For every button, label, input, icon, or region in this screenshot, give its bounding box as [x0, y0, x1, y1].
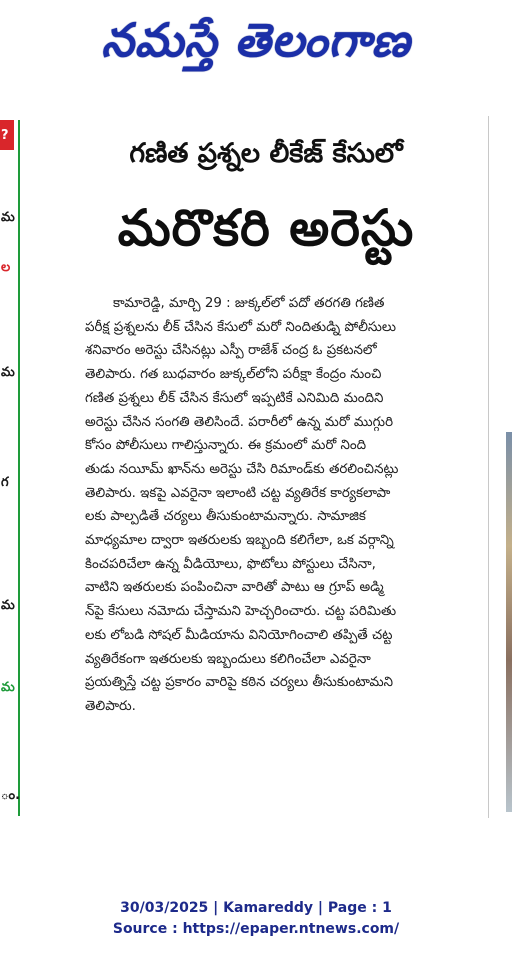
article-body-line: గణిత ప్రశ్నలు లీక్ చేసిన కేసులో ఇప్పటికే ఎనిమిది మందిని — [85, 390, 384, 406]
left-glyph: మ — [1, 598, 15, 613]
footer-source: Source : https://epaper.ntnews.com/ — [112, 921, 400, 937]
adjacent-photo — [506, 432, 512, 812]
clipping-footer — [0, 898, 512, 940]
article-body-line: తెలిపారు. ఇకపై ఎవరైనా ఇలాంటి చట్ట వ్యతిరేక కార్యకలాపా — [85, 485, 391, 501]
right-adjacent-column — [488, 116, 512, 818]
newspaper-title: నమస్తే తెలంగాణ — [101, 13, 411, 67]
article-body-line: లకు పాల్పడితే చర్యలు తీసుకుంటామన్నారు. సామాజిక — [85, 509, 366, 525]
masthead — [0, 0, 512, 92]
column-divider — [488, 116, 489, 818]
left-glyph: ల — [1, 260, 11, 275]
article-body-line: కామారెడ్డి, మార్చి 29 : జుక్కల్‌లో పదో తరగతి గణిత — [113, 296, 385, 311]
article-body-line: లకు లోబడి సోషల్ మీడియాను వినియోగించాలి తప్పితే చట్ట — [85, 627, 393, 643]
left-adjacent-column — [0, 120, 20, 816]
left-glyph: ? — [1, 128, 9, 143]
article-headline: మరొకరి అరెస్టు — [117, 199, 415, 257]
article-body-line: తెలిపారు. గత బుధవారం జుక్కల్‌లోని పరీక్షా కేంద్రం నుంచి — [85, 367, 382, 383]
article-kicker: గణిత ప్రశ్నల లీకేజ్ కేసులో — [129, 138, 403, 169]
article-body-line: వ్యతిరేకంగా ఇతరులకు ఇబ్బందులు కలిగించేలా ఎవరైనా — [85, 651, 371, 667]
article-body-line: శనివారం అరెస్టు చేసినట్లు ఎస్పీ రాజేశ్ చంద్ర ఓ ప్రకటనలో — [85, 343, 377, 359]
article-body-line: తెలిపారు. — [85, 698, 136, 714]
article-body-line: కించపరిచేలా ఉన్న వీడియోలు, ఫొటోలు పోస్టులు చేసినా, — [85, 556, 376, 572]
article-body-line: వాటిని ఇతరులకు పంపించినా వారితో పాటు ఆ గ్రూప్ అడ్మి — [85, 580, 384, 596]
article-body-line: ప్రయత్నిస్తే చట్ట ప్రకారం వారిపై కఠిన చర్యలు తీసుకుంటామని — [85, 675, 394, 691]
article-body-line: పరీక్ష ప్రశ్నలను లీక్ చేసిన కేసులో మరో నిందితుడ్ని పోలీసులు — [85, 319, 397, 335]
article-body — [85, 292, 477, 719]
article-body-line: అరెస్టు చేసిన సంగతి తెలిసిందే. పరారీలో ఉన్న మరో ముగ్గురి — [85, 414, 394, 430]
article — [56, 128, 476, 270]
footer-date-edition: 30/03/2025 | Kamareddy | Page : 1 — [120, 900, 392, 916]
left-glyph: ం. — [1, 788, 21, 803]
left-glyph: మ — [1, 680, 15, 695]
left-glyph: మ — [1, 365, 15, 380]
left-glyph: గ — [1, 475, 9, 490]
article-body-line: న్‌పై కేసులు నమోదు చేస్తామని హెచ్చరించారు. చట్ట పరిమితు — [85, 604, 397, 620]
article-body-line: కోసం పోలీసులు గాలిస్తున్నారు. ఈ క్రమంలో మరో నింది — [85, 438, 367, 454]
article-body-line: మాధ్యమాల ద్వారా ఇతరులకు ఇబ్బంది కలిగేలా, ఒక వర్గాన్ని — [85, 533, 394, 549]
article-body-line: తుడు నయీమ్ ఖాన్‌ను అరెస్టు చేసి రిమాండ్‌కు తరలించినట్లు — [85, 461, 399, 477]
left-glyph: మ — [1, 210, 15, 225]
